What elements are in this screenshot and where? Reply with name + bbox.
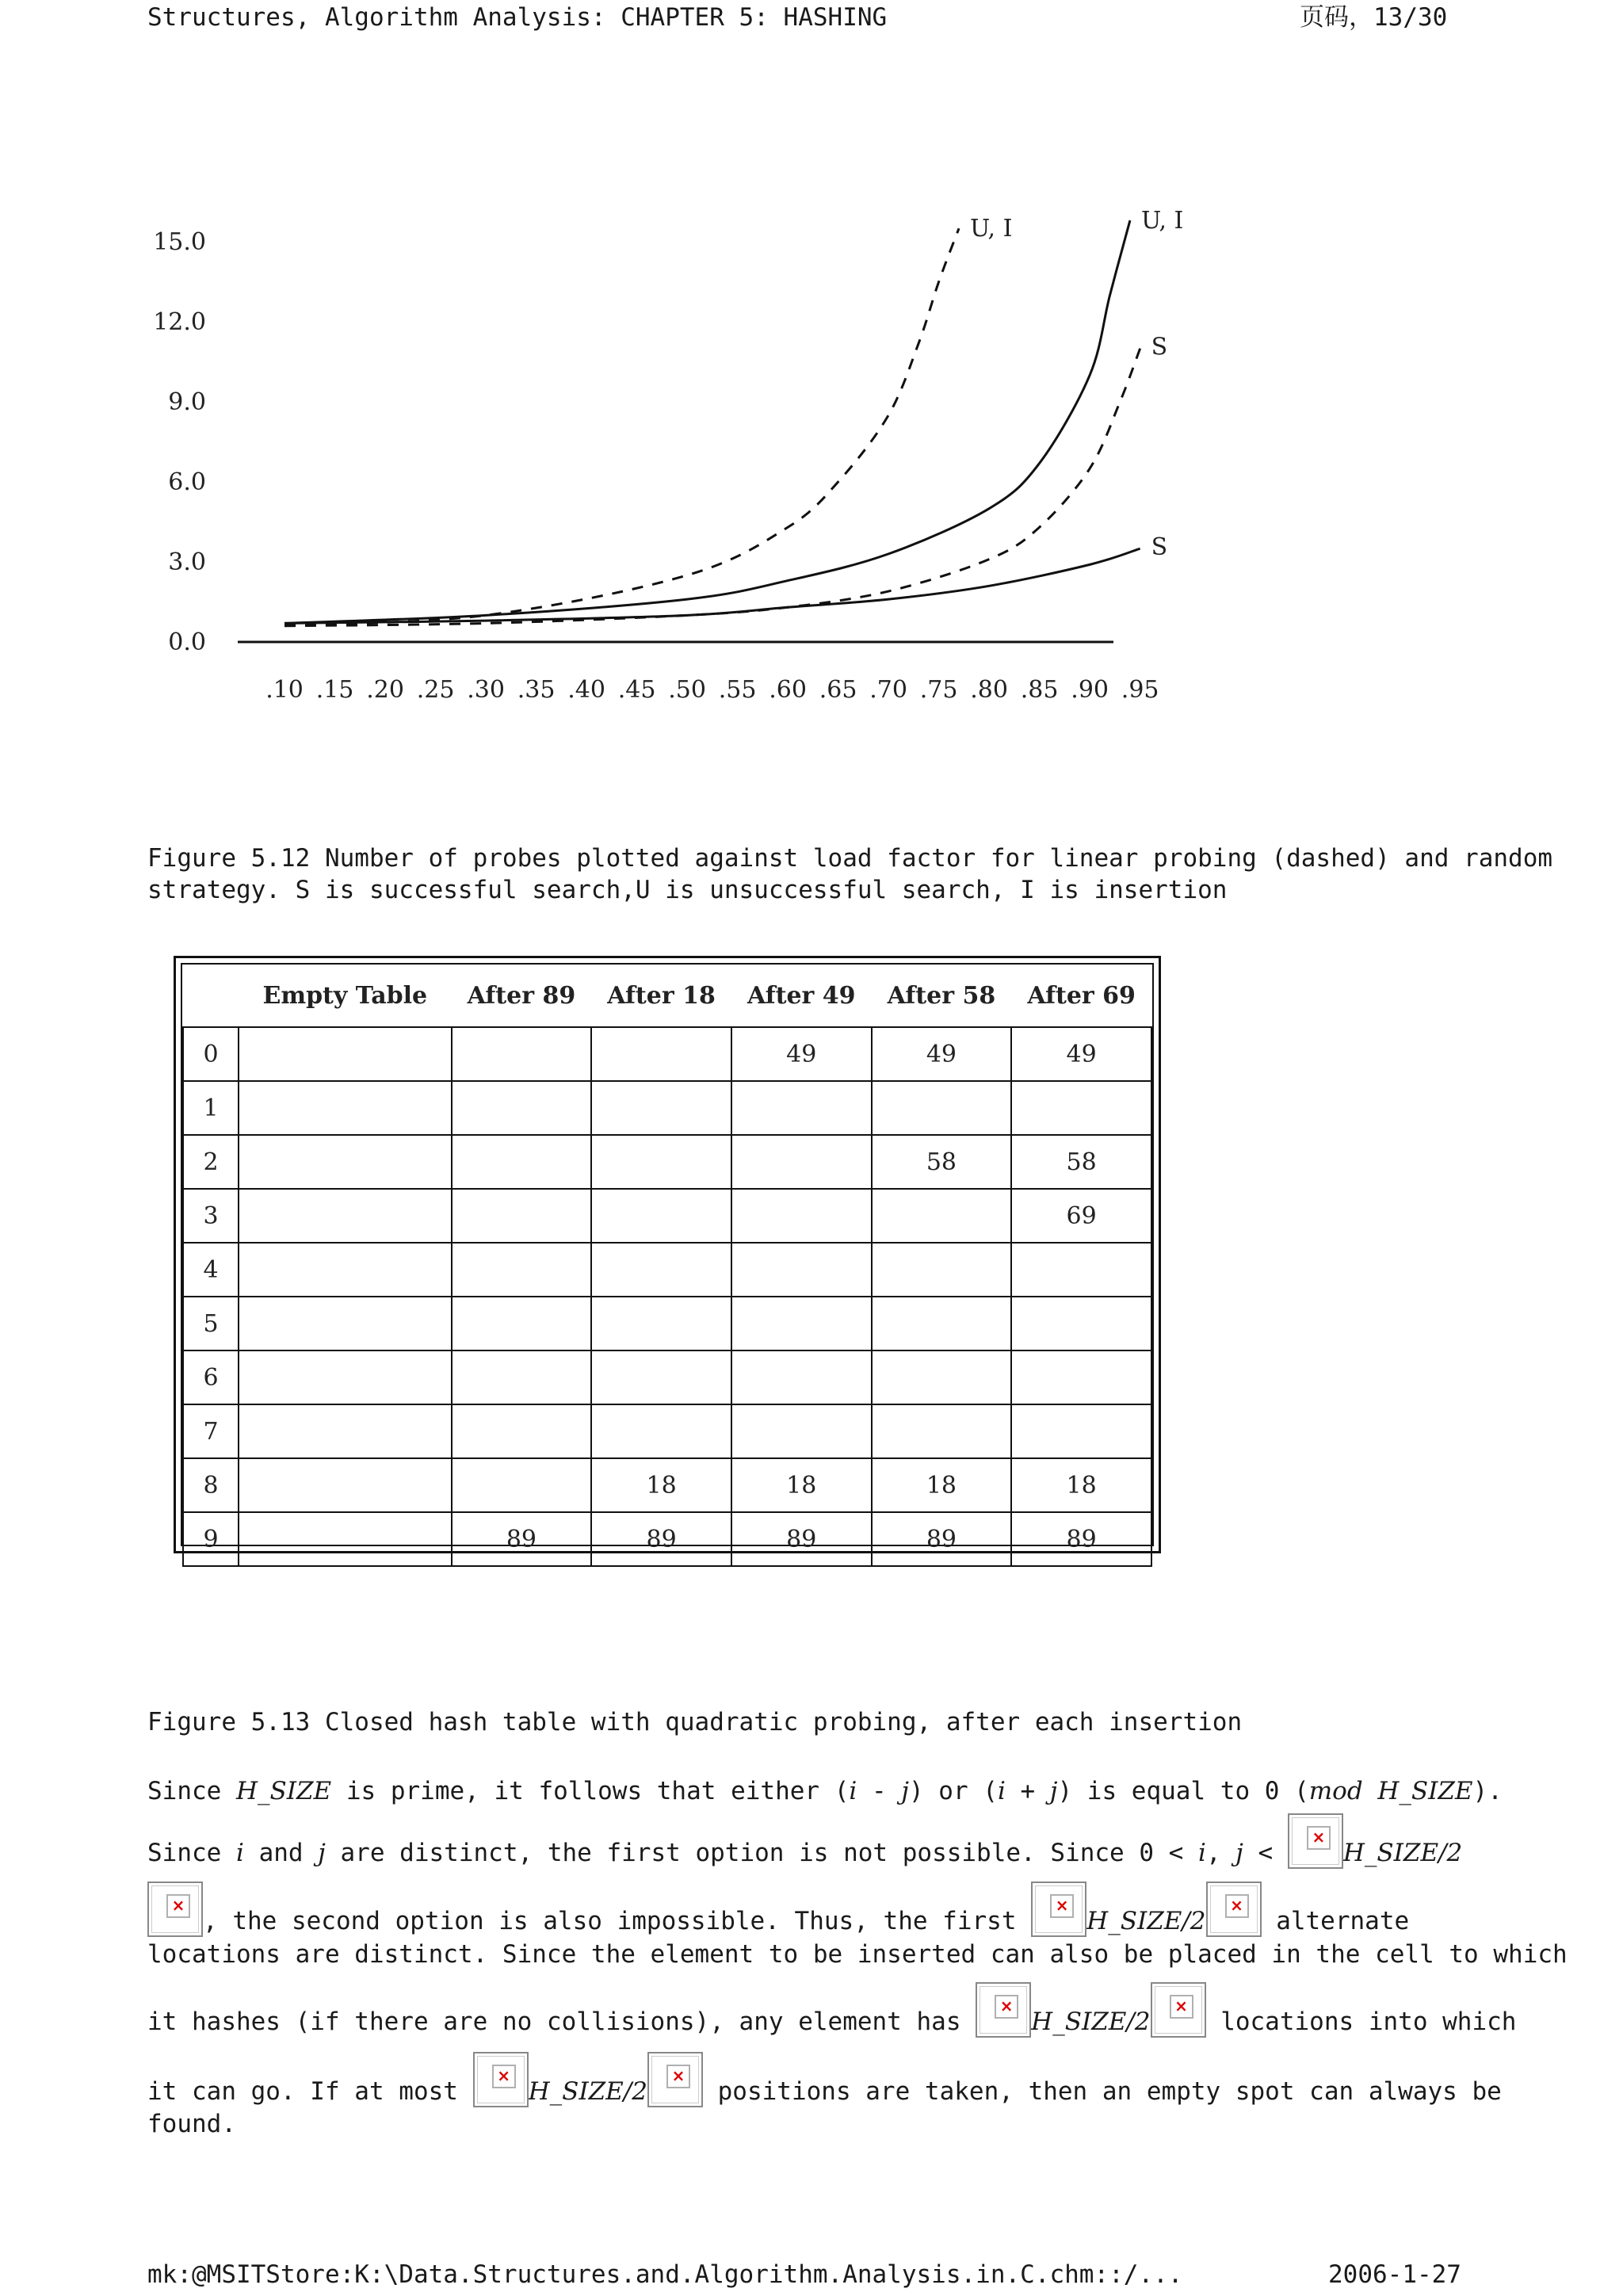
series-label: U, I bbox=[970, 215, 1013, 243]
table-cell bbox=[239, 1404, 452, 1458]
table-cell: 69 bbox=[1011, 1189, 1151, 1243]
table-cell: 89 bbox=[731, 1512, 872, 1566]
x-tick-label: .75 bbox=[919, 676, 958, 704]
series-line-2 bbox=[285, 349, 1140, 626]
table-row bbox=[183, 1350, 1151, 1404]
table-cell bbox=[452, 1243, 592, 1297]
broken-image-icon: × bbox=[147, 1881, 203, 1937]
table-cell bbox=[452, 1027, 592, 1081]
slot-index: 6 bbox=[183, 1350, 239, 1404]
table-cell bbox=[591, 1189, 731, 1243]
table-cell bbox=[239, 1081, 452, 1135]
x-tick-label: .80 bbox=[970, 676, 1008, 704]
header-title: Structures, Algorithm Analysis: CHAPTER 5: HASHING bbox=[147, 3, 888, 32]
table-cell bbox=[731, 1404, 872, 1458]
table-cell: 49 bbox=[731, 1027, 872, 1081]
body-line-5: it hashes (if there are no collisions), any element has × H_SIZE/2 × locations into which bbox=[147, 1974, 1516, 2038]
footer-path: mk:@MSITStore:K:\Data.Structures.and.Algorithm.Analysis.in.C.chm::/... bbox=[147, 2260, 1183, 2289]
body-line-6: it can go. If at most × H_SIZE/2 × positions are taken, then an empty spot can always be bbox=[147, 2044, 1502, 2107]
x-tick-label: .60 bbox=[769, 676, 807, 704]
table-cell: 49 bbox=[872, 1027, 1012, 1081]
body-line-1: Since H_SIZE is prime, it follows that either (i - j) or (i + j) is equal to 0 (mod H_SIZE). bbox=[147, 1777, 1503, 1805]
x-tick-label: .10 bbox=[265, 676, 304, 704]
body-line-2: Since i and j are distinct, the first option is not possible. Since 0 < i , j < × H_SIZE/2 bbox=[147, 1805, 1462, 1869]
table-cell bbox=[591, 1350, 731, 1404]
table-cell bbox=[239, 1135, 452, 1189]
table-cell bbox=[872, 1404, 1012, 1458]
table-row bbox=[183, 1458, 1151, 1512]
x-tick-label: .65 bbox=[819, 676, 857, 704]
broken-image-icon: × bbox=[1206, 1881, 1262, 1937]
x-tick-label: .55 bbox=[718, 676, 757, 704]
probe-chart bbox=[143, 159, 1205, 729]
x-tick-label: .30 bbox=[467, 676, 505, 704]
table-cell bbox=[1011, 1081, 1151, 1135]
table-cell bbox=[872, 1081, 1012, 1135]
hash-header-col-6: After 69 bbox=[1011, 965, 1151, 1027]
hash-header-col-4: After 49 bbox=[731, 965, 872, 1027]
table-cell bbox=[1011, 1350, 1151, 1404]
slot-index: 7 bbox=[183, 1404, 239, 1458]
table-cell bbox=[1011, 1297, 1151, 1350]
table-cell: 58 bbox=[872, 1135, 1012, 1189]
table-cell: 18 bbox=[591, 1458, 731, 1512]
table-cell bbox=[872, 1297, 1012, 1350]
table-cell bbox=[591, 1404, 731, 1458]
series-line-0 bbox=[285, 228, 959, 625]
table-row bbox=[183, 1027, 1151, 1081]
table-cell bbox=[452, 1135, 592, 1189]
table-cell bbox=[1011, 1243, 1151, 1297]
table-cell bbox=[239, 1027, 452, 1081]
table-cell: 89 bbox=[872, 1512, 1012, 1566]
slot-index: 5 bbox=[183, 1297, 239, 1350]
hash-header-col-1: Empty Table bbox=[239, 965, 452, 1027]
figure-5-13-caption: Figure 5.13 Closed hash table with quadratic probing, after each insertion bbox=[147, 1708, 1243, 1736]
broken-image-icon: × bbox=[1288, 1813, 1343, 1869]
table-cell: 58 bbox=[1011, 1135, 1151, 1189]
x-tick-label: .85 bbox=[1020, 676, 1059, 704]
table-row bbox=[183, 1189, 1151, 1243]
series-line-1 bbox=[285, 220, 1130, 623]
body-line-4: locations are distinct. Since the element to be inserted can also be placed in the cell to which bbox=[147, 1940, 1568, 1969]
series-line-3 bbox=[285, 548, 1140, 623]
series-label: S bbox=[1151, 533, 1168, 562]
x-tick-label: .25 bbox=[416, 676, 455, 704]
y-tick-label: 12.0 bbox=[153, 308, 206, 336]
slot-index: 8 bbox=[183, 1458, 239, 1512]
table-cell bbox=[591, 1297, 731, 1350]
table-cell bbox=[591, 1027, 731, 1081]
table-cell bbox=[731, 1350, 872, 1404]
table-row bbox=[183, 1297, 1151, 1350]
y-tick-label: 9.0 bbox=[168, 388, 206, 416]
y-tick-label: 0.0 bbox=[168, 628, 206, 656]
table-cell: 18 bbox=[872, 1458, 1012, 1512]
table-row bbox=[183, 1135, 1151, 1189]
table-cell: 18 bbox=[1011, 1458, 1151, 1512]
table-cell bbox=[731, 1297, 872, 1350]
table-row bbox=[183, 1081, 1151, 1135]
x-tick-label: .35 bbox=[517, 676, 556, 704]
x-tick-label: .90 bbox=[1071, 676, 1109, 704]
series-label: U, I bbox=[1140, 207, 1184, 235]
y-tick-label: 6.0 bbox=[168, 468, 206, 496]
table-cell bbox=[452, 1350, 592, 1404]
broken-image-icon: × bbox=[1151, 1982, 1206, 2038]
x-tick-label: .20 bbox=[366, 676, 404, 704]
table-row bbox=[183, 1243, 1151, 1297]
body-line-7: found. bbox=[147, 2110, 236, 2138]
table-cell bbox=[239, 1189, 452, 1243]
x-tick-label: .15 bbox=[315, 676, 354, 704]
hash-table-frame bbox=[174, 956, 1161, 1553]
table-cell bbox=[731, 1243, 872, 1297]
hash-header-index bbox=[183, 965, 239, 1027]
table-cell: 89 bbox=[591, 1512, 731, 1566]
x-tick-label: .95 bbox=[1121, 676, 1159, 704]
table-cell: 89 bbox=[452, 1512, 592, 1566]
x-tick-label: .50 bbox=[668, 676, 706, 704]
hash-header-col-3: After 18 bbox=[591, 965, 731, 1027]
broken-image-icon: × bbox=[647, 2052, 703, 2107]
table-cell bbox=[872, 1350, 1012, 1404]
table-row bbox=[183, 1404, 1151, 1458]
table-cell bbox=[239, 1512, 452, 1566]
table-cell: 89 bbox=[1011, 1512, 1151, 1566]
table-cell bbox=[452, 1404, 592, 1458]
broken-image-icon: × bbox=[1031, 1881, 1086, 1937]
slot-index: 1 bbox=[183, 1081, 239, 1135]
broken-image-icon: × bbox=[976, 1982, 1031, 2038]
table-cell bbox=[239, 1458, 452, 1512]
slot-index: 0 bbox=[183, 1027, 239, 1081]
table-cell bbox=[872, 1189, 1012, 1243]
slot-index: 9 bbox=[183, 1512, 239, 1566]
table-cell bbox=[239, 1243, 452, 1297]
table-row bbox=[183, 1512, 1151, 1566]
slot-index: 2 bbox=[183, 1135, 239, 1189]
hash-table-header-row bbox=[183, 965, 1151, 1027]
table-cell: 49 bbox=[1011, 1027, 1151, 1081]
page-number: 页码，13/30 bbox=[1300, 3, 1448, 32]
figure-5-12-caption-line-2: strategy. S is successful search,U is unsuccessful search, I is insertion bbox=[147, 876, 1228, 904]
table-cell: 18 bbox=[731, 1458, 872, 1512]
x-tick-label: .45 bbox=[617, 676, 656, 704]
hash-table bbox=[182, 965, 1152, 1567]
table-cell bbox=[731, 1189, 872, 1243]
table-cell bbox=[239, 1350, 452, 1404]
table-cell bbox=[1011, 1404, 1151, 1458]
series-label: S bbox=[1151, 333, 1168, 361]
y-tick-label: 3.0 bbox=[168, 548, 206, 576]
table-cell bbox=[872, 1243, 1012, 1297]
broken-image-icon: × bbox=[473, 2052, 529, 2107]
table-cell bbox=[591, 1081, 731, 1135]
table-cell bbox=[239, 1297, 452, 1350]
table-cell bbox=[452, 1458, 592, 1512]
x-tick-label: .70 bbox=[869, 676, 907, 704]
hash-header-col-5: After 58 bbox=[872, 965, 1012, 1027]
figure-5-12-caption-line-1: Figure 5.12 Number of probes plotted against load factor for linear probing (dashed) and random bbox=[147, 844, 1553, 873]
body-line-3: × , the second option is also impossible. Thus, the first × H_SIZE/2 × alternate bbox=[147, 1874, 1409, 1937]
table-cell bbox=[452, 1081, 592, 1135]
slot-index: 4 bbox=[183, 1243, 239, 1297]
table-cell bbox=[731, 1081, 872, 1135]
hash-header-col-2: After 89 bbox=[452, 965, 592, 1027]
footer-date: 2006-1-27 bbox=[1328, 2260, 1461, 2289]
table-cell bbox=[452, 1297, 592, 1350]
table-cell bbox=[731, 1135, 872, 1189]
table-cell bbox=[452, 1189, 592, 1243]
table-cell bbox=[591, 1135, 731, 1189]
table-cell bbox=[591, 1243, 731, 1297]
slot-index: 3 bbox=[183, 1189, 239, 1243]
x-tick-label: .40 bbox=[567, 676, 605, 704]
y-tick-label: 15.0 bbox=[153, 228, 206, 256]
